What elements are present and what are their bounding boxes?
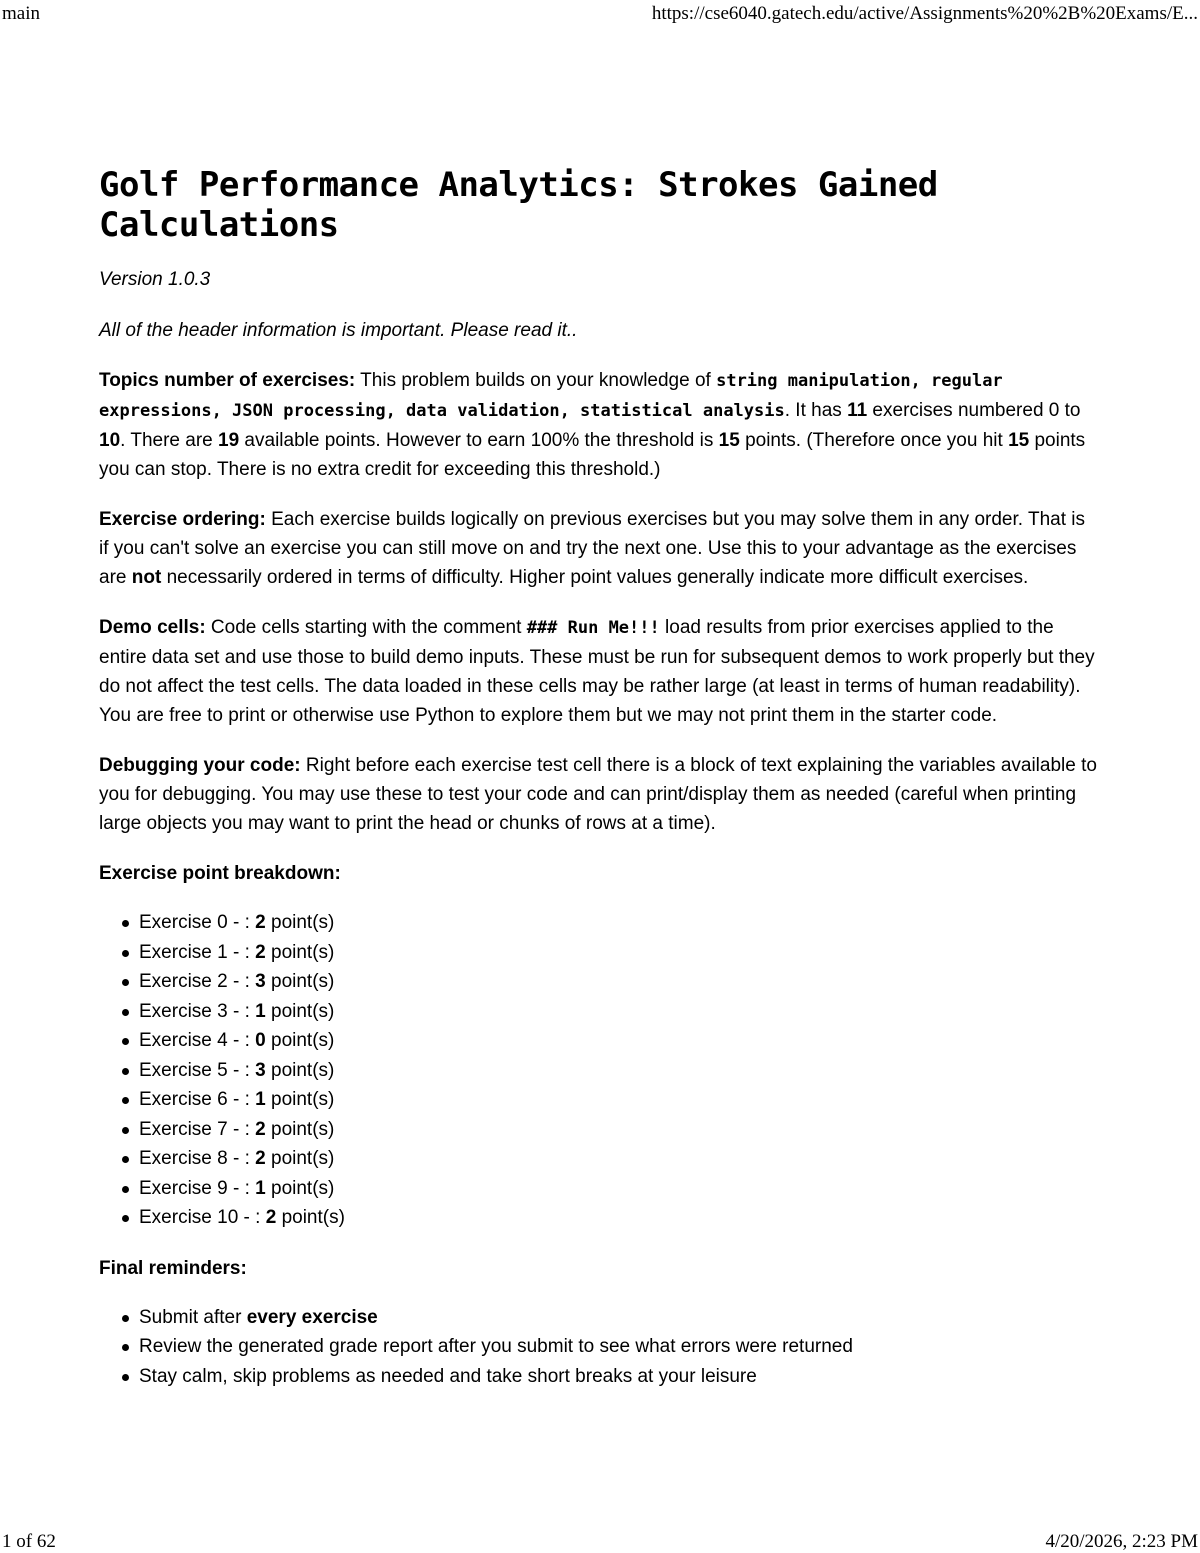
header-notice: All of the header information is important. Please read it..	[99, 320, 578, 341]
debugging-section	[99, 751, 1099, 838]
topics-label: Topics number of exercises:	[99, 370, 356, 391]
item-prefix: Exercise 8 - :	[139, 1148, 256, 1169]
topics-section	[99, 366, 1099, 484]
item-suffix: point(s)	[265, 912, 335, 933]
item-suffix: point(s)	[265, 971, 335, 992]
list-item	[139, 967, 1099, 997]
item-points: 1	[255, 1000, 266, 1022]
item-points: 1	[255, 1177, 266, 1199]
topics-text-6: points. (Therefore once you hit	[739, 430, 1009, 451]
item-suffix: point(s)	[265, 1118, 335, 1140]
breakdown-heading	[99, 859, 1099, 888]
reminder-text: Submit after	[139, 1306, 247, 1328]
item-suffix: point(s)	[265, 1089, 335, 1110]
ordering-label: Exercise ordering:	[99, 509, 266, 530]
topics-text-1: This problem builds on your knowledge of	[355, 370, 717, 391]
reminders-label: Final reminders:	[99, 1257, 247, 1279]
demo-label: Demo cells:	[99, 617, 206, 638]
ordering-text-1: Each exercise builds logically on previous exercises but you may solve them in any order. That is if you can't solve an exercise you can still move on and try the next one. Use this to your advantage as the exercises are	[99, 509, 1086, 588]
item-prefix: Exercise 10 - :	[139, 1207, 266, 1228]
item-points: 2	[255, 912, 266, 933]
item-prefix: Exercise 1 - :	[139, 941, 256, 963]
reminder-text: Review the generated grade report after you submit to see what errors were returned	[139, 1336, 853, 1357]
list-item	[139, 997, 1099, 1027]
item-prefix: Exercise 0 - :	[139, 912, 256, 933]
item-prefix: Exercise 5 - :	[139, 1059, 256, 1081]
print-header-title: main	[2, 3, 40, 24]
debugging-label: Debugging your code:	[99, 755, 301, 776]
list-item	[139, 1085, 1099, 1115]
topics-text-7: points you can stop. There is no extra credit for exceeding this threshold.)	[99, 430, 1086, 480]
last-exercise: 10	[99, 430, 121, 451]
reminders-list	[99, 1303, 1099, 1392]
item-prefix: Exercise 7 - :	[139, 1118, 256, 1140]
item-points: 2	[255, 1118, 266, 1140]
print-footer	[0, 1531, 1200, 1553]
debugging-text: Right before each exercise test cell there is a block of text explaining the variables available to you for debugging. You may use these to test your code and can print/display them as needed (careful when printing large objects you may want to print the head or chunks of rows at a time).	[99, 755, 1097, 834]
topics-code: string manipulation, regular expressions, JSON processing, data validation, statistical analysis	[99, 371, 1003, 421]
notebook-content	[99, 165, 1099, 1391]
list-item	[139, 1203, 1099, 1233]
demo-section	[99, 613, 1099, 730]
demo-text-2: load results from prior exercises applied to the entire data set and use those to build demo inputs. These must be run for subsequent demos to work properly but they do not affect the test cells. The data loaded in these cells may be rather large (at least in terms of human readability). You are free to print or otherwise use Python to explore them but we may not print them in the starter code.	[99, 617, 1095, 726]
item-prefix: Exercise 2 - :	[139, 971, 256, 992]
item-prefix: Exercise 6 - :	[139, 1089, 256, 1110]
list-item	[139, 1115, 1099, 1145]
list-item	[139, 1056, 1099, 1086]
item-prefix: Exercise 3 - :	[139, 1000, 256, 1022]
breakdown-list	[99, 908, 1099, 1233]
item-suffix: point(s)	[276, 1207, 345, 1228]
reminder-emph: every exercise	[246, 1306, 378, 1328]
item-prefix: Exercise 4 - :	[139, 1030, 256, 1051]
threshold-points-2: 15	[1008, 430, 1030, 451]
item-points: 1	[255, 1089, 266, 1110]
item-suffix: point(s)	[265, 1059, 335, 1081]
num-exercises: 11	[847, 400, 868, 421]
list-item	[139, 1362, 1099, 1392]
breakdown-label: Exercise point breakdown:	[99, 863, 341, 884]
item-suffix: point(s)	[265, 941, 335, 963]
list-item	[139, 908, 1099, 938]
print-header	[0, 3, 1200, 25]
list-item	[139, 1026, 1099, 1056]
item-suffix: point(s)	[265, 1000, 335, 1022]
version-text: Version 1.0.3	[99, 269, 211, 290]
demo-code: ### Run Me!!!	[526, 618, 660, 638]
item-points: 2	[265, 1207, 277, 1228]
reminders-heading	[99, 1254, 1099, 1283]
page-counter: 1 of 62	[2, 1531, 56, 1552]
item-suffix: point(s)	[265, 1148, 335, 1169]
list-item	[139, 1174, 1099, 1204]
ordering-emph: not	[131, 567, 162, 588]
item-points: 3	[255, 971, 266, 992]
item-points: 3	[255, 1059, 266, 1081]
list-item	[139, 1144, 1099, 1174]
topics-text-2: . It has	[784, 400, 848, 421]
item-suffix: point(s)	[265, 1030, 335, 1051]
list-item	[139, 1332, 1099, 1362]
available-points: 19	[218, 430, 240, 451]
demo-text-1: Code cells starting with the comment	[205, 617, 527, 638]
item-points: 2	[255, 1148, 266, 1169]
print-timestamp: 4/20/2026, 2:23 PM	[1045, 1531, 1198, 1552]
reminder-text: Stay calm, skip problems as needed and take short breaks at your leisure	[139, 1365, 757, 1387]
list-item	[139, 938, 1099, 968]
topics-text-4: . There are	[120, 430, 219, 451]
topics-text-5: available points. However to earn 100% the threshold is	[239, 430, 719, 451]
ordering-section	[99, 505, 1099, 592]
threshold-points: 15	[718, 430, 740, 451]
ordering-text-2: necessarily ordered in terms of difficulty. Higher point values generally indicate more difficult exercises.	[161, 567, 1029, 588]
item-suffix: point(s)	[265, 1177, 335, 1199]
item-prefix: Exercise 9 - :	[139, 1177, 256, 1199]
item-points: 0	[255, 1030, 266, 1051]
page-title: Golf Performance Analytics: Strokes Gained Calculations	[99, 165, 938, 245]
list-item	[139, 1303, 1099, 1333]
print-header-url: https://cse6040.gatech.edu/active/Assignments%20%2B%20Exams/E...	[651, 3, 1198, 24]
topics-text-3: exercises numbered 0 to	[867, 400, 1081, 421]
item-points: 2	[255, 941, 266, 963]
